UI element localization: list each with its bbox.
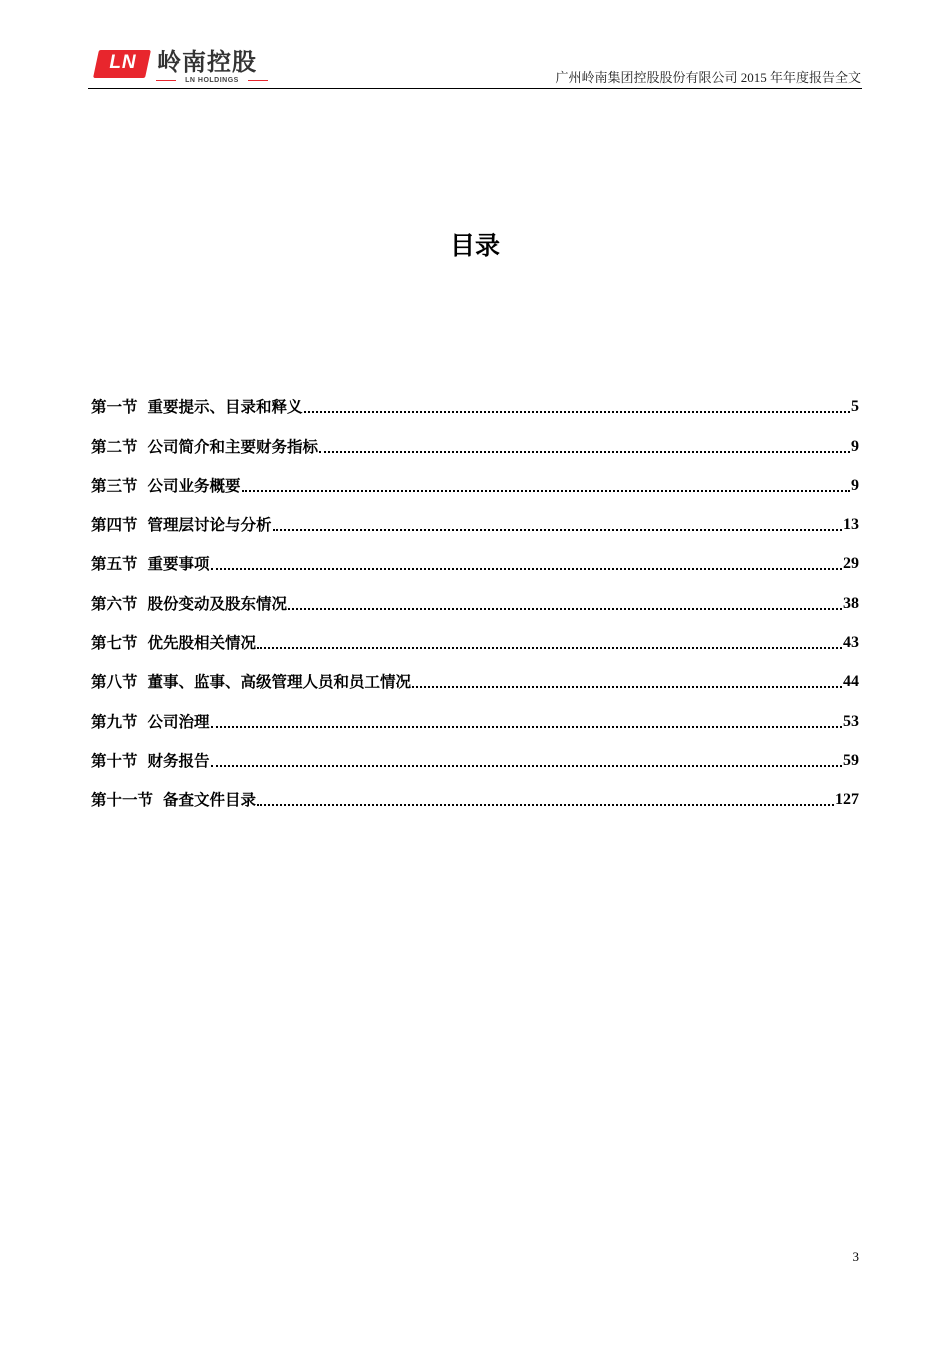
- toc-leader-dots: [319, 451, 850, 453]
- logo-rule-right: [248, 80, 268, 81]
- toc-section-label: 股份变动及股东情况: [147, 594, 288, 613]
- toc-section-number: 第三节: [91, 476, 138, 495]
- logo-english-wrap: [156, 75, 268, 87]
- toc-section-number: 第九节: [91, 712, 138, 731]
- running-header-title: 广州岭南集团控股股份有限公司 2015 年年度报告全文: [555, 70, 861, 85]
- toc-section-label: 公司简介和主要财务指标: [147, 437, 319, 456]
- logo-rule-left: [156, 80, 176, 81]
- toc-entry[interactable]: [91, 655, 859, 694]
- toc-section-label: 公司业务概要: [147, 476, 241, 495]
- toc-entry[interactable]: [91, 773, 859, 812]
- toc-entry[interactable]: [91, 380, 859, 419]
- toc-page-number: 29: [843, 555, 859, 573]
- toc-section-number: 第五节: [91, 555, 138, 574]
- toc-leader-dots: [257, 647, 842, 649]
- toc-section-number: 第六节: [91, 594, 138, 613]
- toc-entry[interactable]: [91, 694, 859, 733]
- toc-section-label: 财务报告: [147, 751, 210, 770]
- toc-page-number: 59: [843, 751, 859, 769]
- toc-section-number: 第十节: [91, 751, 138, 770]
- toc-page-number: 13: [843, 516, 859, 534]
- table-of-contents: [91, 380, 859, 812]
- toc-entry[interactable]: [91, 419, 859, 458]
- toc-page-number: 44: [843, 673, 859, 691]
- toc-entry[interactable]: [91, 616, 859, 655]
- toc-leader-dots: [257, 804, 834, 806]
- toc-section-number: 第十一节: [91, 791, 154, 810]
- toc-entry[interactable]: [91, 537, 859, 576]
- toc-section-number: 第二节: [91, 437, 138, 456]
- toc-section-label: 管理层讨论与分析: [147, 516, 272, 535]
- logo-english-name: LN HOLDINGS: [185, 77, 239, 84]
- header-divider: [88, 88, 862, 89]
- logo-badge-text: LN: [109, 52, 137, 73]
- toc-leader-dots: [273, 529, 842, 531]
- toc-page-number: 43: [843, 634, 859, 652]
- toc-leader-dots: [242, 490, 850, 492]
- toc-title: 目录: [449, 231, 500, 260]
- toc-leader-dots: [288, 608, 842, 610]
- page-number: 3: [852, 1249, 859, 1264]
- toc-page-number: 5: [851, 398, 859, 416]
- toc-section-number: 第一节: [91, 398, 138, 417]
- toc-entry[interactable]: [91, 498, 859, 537]
- toc-leader-dots: [412, 686, 842, 688]
- toc-section-label: 重要提示、目录和释义: [147, 398, 303, 417]
- toc-page-number: 127: [835, 791, 859, 809]
- toc-entry[interactable]: [91, 459, 859, 498]
- toc-leader-dots: [211, 568, 842, 570]
- toc-section-label: 董事、监事、高级管理人员和员工情况: [147, 673, 412, 692]
- toc-entry[interactable]: [91, 734, 859, 773]
- toc-section-number: 第八节: [91, 673, 138, 692]
- toc-section-number: 第四节: [91, 516, 138, 535]
- toc-page-number: 9: [851, 437, 859, 455]
- toc-section-label: 公司治理: [147, 712, 210, 731]
- toc-page-number: 38: [843, 594, 859, 612]
- toc-entry[interactable]: [91, 576, 859, 615]
- toc-leader-dots: [211, 765, 842, 767]
- toc-page-number: 53: [843, 712, 859, 730]
- toc-section-label: 备查文件目录: [163, 791, 257, 810]
- toc-section-label: 重要事项: [147, 555, 210, 574]
- toc-leader-dots: [211, 726, 842, 728]
- toc-leader-dots: [304, 411, 850, 413]
- toc-section-label: 优先股相关情况: [147, 634, 257, 653]
- toc-section-number: 第七节: [91, 634, 138, 653]
- company-logo: [96, 48, 276, 88]
- toc-page-number: 9: [851, 476, 859, 494]
- logo-chinese-name: 岭南控股: [157, 48, 257, 76]
